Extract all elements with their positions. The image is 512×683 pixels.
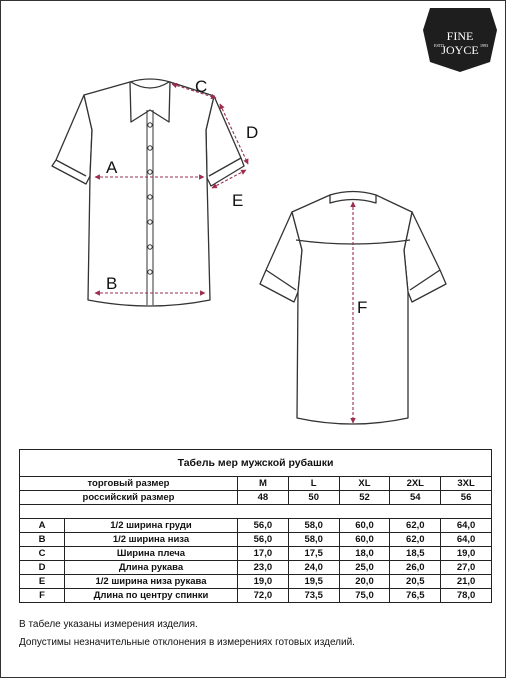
row-value: 78,0 — [441, 589, 492, 603]
trade-size: L — [288, 477, 339, 491]
label-b: B — [106, 274, 118, 293]
row-name: Ширина плеча — [65, 547, 238, 561]
row-value: 18,5 — [390, 547, 441, 561]
row-code: E — [20, 575, 65, 589]
row-code: D — [20, 561, 65, 575]
row-value: 75,0 — [339, 589, 390, 603]
row-value: 27,0 — [441, 561, 492, 575]
row-value: 20,0 — [339, 575, 390, 589]
russian-size-label: российский размер — [20, 491, 238, 505]
row-value: 21,0 — [441, 575, 492, 589]
row-value: 19,0 — [441, 547, 492, 561]
row-code: A — [20, 519, 65, 533]
russian-size: 52 — [339, 491, 390, 505]
row-value: 60,0 — [339, 519, 390, 533]
row-value: 19,5 — [288, 575, 339, 589]
brand-logo-right: 1993 — [480, 43, 488, 48]
row-code: B — [20, 533, 65, 547]
row-value: 25,0 — [339, 561, 390, 575]
trade-size-row — [20, 477, 492, 491]
size-table — [19, 449, 492, 603]
russian-size: 50 — [288, 491, 339, 505]
row-value: 17,5 — [288, 547, 339, 561]
row-value: 58,0 — [288, 533, 339, 547]
row-value: 26,0 — [390, 561, 441, 575]
row-value: 56,0 — [238, 519, 289, 533]
row-code: C — [20, 547, 65, 561]
row-value: 17,0 — [238, 547, 289, 561]
note-line: В табеле указаны измерения изделия. — [19, 619, 198, 630]
table-row — [20, 533, 492, 547]
row-value: 73,5 — [288, 589, 339, 603]
row-value: 56,0 — [238, 533, 289, 547]
trade-size: XL — [339, 477, 390, 491]
table-row — [20, 547, 492, 561]
russian-size: 48 — [238, 491, 289, 505]
row-code: F — [20, 589, 65, 603]
row-value: 19,0 — [238, 575, 289, 589]
brand-logo-line1: FINE — [446, 29, 474, 43]
row-name: Длина по центру спинки — [65, 589, 238, 603]
row-name: 1/2 ширина низа — [65, 533, 238, 547]
trade-size: M — [238, 477, 289, 491]
brand-logo-line2: JOYCE — [441, 43, 479, 57]
trade-size: 3XL — [441, 477, 492, 491]
table-title: Табель мер мужской рубашки — [20, 450, 492, 477]
label-a: A — [106, 158, 118, 177]
label-e: E — [232, 191, 244, 210]
row-value: 62,0 — [390, 533, 441, 547]
table-row — [20, 575, 492, 589]
row-value: 62,0 — [390, 519, 441, 533]
trade-size-label: торговый размер — [20, 477, 238, 491]
row-value: 72,0 — [238, 589, 289, 603]
row-value: 58,0 — [288, 519, 339, 533]
row-value: 23,0 — [238, 561, 289, 575]
row-value: 64,0 — [441, 533, 492, 547]
table-row — [20, 589, 492, 603]
brand-logo — [423, 8, 497, 72]
table-spacer — [20, 505, 492, 519]
row-name: Длина рукава — [65, 561, 238, 575]
trade-size: 2XL — [390, 477, 441, 491]
row-name: 1/2 ширина груди — [65, 519, 238, 533]
label-d: D — [246, 123, 259, 142]
label-c: C — [195, 77, 208, 96]
russian-size: 56 — [441, 491, 492, 505]
row-value: 20,5 — [390, 575, 441, 589]
table-row — [20, 519, 492, 533]
row-name: 1/2 ширина низа рукава — [65, 575, 238, 589]
table-row — [20, 561, 492, 575]
row-value: 60,0 — [339, 533, 390, 547]
row-value: 18,0 — [339, 547, 390, 561]
note-line: Допустимы незначительные отклонения в измерениях готовых изделий. — [19, 637, 355, 648]
row-value: 64,0 — [441, 519, 492, 533]
russian-size: 54 — [390, 491, 441, 505]
russian-size-row — [20, 491, 492, 505]
row-value: 76,5 — [390, 589, 441, 603]
brand-logo-left: ESTD — [434, 43, 444, 48]
label-f: F — [357, 298, 368, 317]
row-value: 24,0 — [288, 561, 339, 575]
